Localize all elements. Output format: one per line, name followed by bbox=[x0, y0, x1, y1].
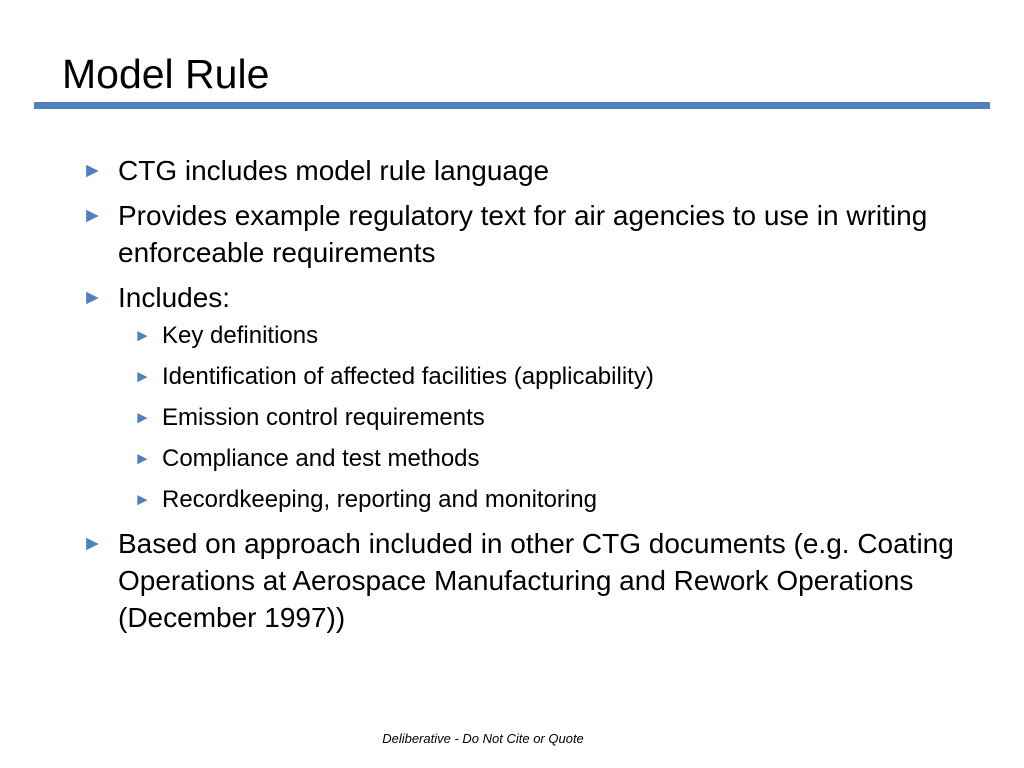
sub-bullet-text: Identification of affected facilities (applicability) bbox=[162, 363, 654, 390]
title-underline bbox=[34, 102, 990, 109]
triangle-right-icon: ► bbox=[134, 490, 151, 509]
bullet-item bbox=[82, 279, 962, 515]
sub-bullet-item bbox=[118, 361, 962, 392]
triangle-right-icon: ► bbox=[134, 367, 151, 386]
slide-title: Model Rule bbox=[62, 51, 270, 97]
sub-bullet-item bbox=[118, 484, 962, 515]
triangle-right-icon: ► bbox=[82, 204, 103, 227]
bullet-list bbox=[82, 152, 962, 644]
triangle-right-icon: ► bbox=[134, 326, 151, 345]
sub-bullet-text: Compliance and test methods bbox=[162, 445, 480, 472]
triangle-right-icon: ► bbox=[134, 408, 151, 427]
sub-bullet-list bbox=[118, 320, 962, 515]
sub-bullet-text: Emission control requirements bbox=[162, 404, 485, 431]
sub-bullet-item bbox=[118, 320, 962, 351]
triangle-right-icon: ► bbox=[134, 449, 151, 468]
bullet-item bbox=[82, 152, 962, 189]
triangle-right-icon: ► bbox=[82, 286, 103, 309]
slide-footer: Deliberative - Do Not Cite or Quote bbox=[382, 731, 584, 746]
triangle-right-icon: ► bbox=[82, 159, 103, 182]
sub-bullet-text: Recordkeeping, reporting and monitoring bbox=[162, 486, 597, 513]
bullet-item bbox=[82, 525, 962, 636]
sub-bullet-item bbox=[118, 443, 962, 474]
bullet-text: Based on approach included in other CTG documents (e.g. Coating Operations at Aerospace Manufacturing and Rework Operations (December 1997)) bbox=[118, 528, 954, 633]
bullet-text: Provides example regulatory text for air agencies to use in writing enforceable requirements bbox=[118, 200, 928, 268]
triangle-right-icon: ► bbox=[82, 532, 103, 555]
bullet-item bbox=[82, 197, 962, 271]
bullet-text: CTG includes model rule language bbox=[118, 155, 550, 186]
bullet-text: Includes: bbox=[118, 282, 231, 313]
sub-bullet-text: Key definitions bbox=[162, 322, 319, 349]
sub-bullet-item bbox=[118, 402, 962, 433]
